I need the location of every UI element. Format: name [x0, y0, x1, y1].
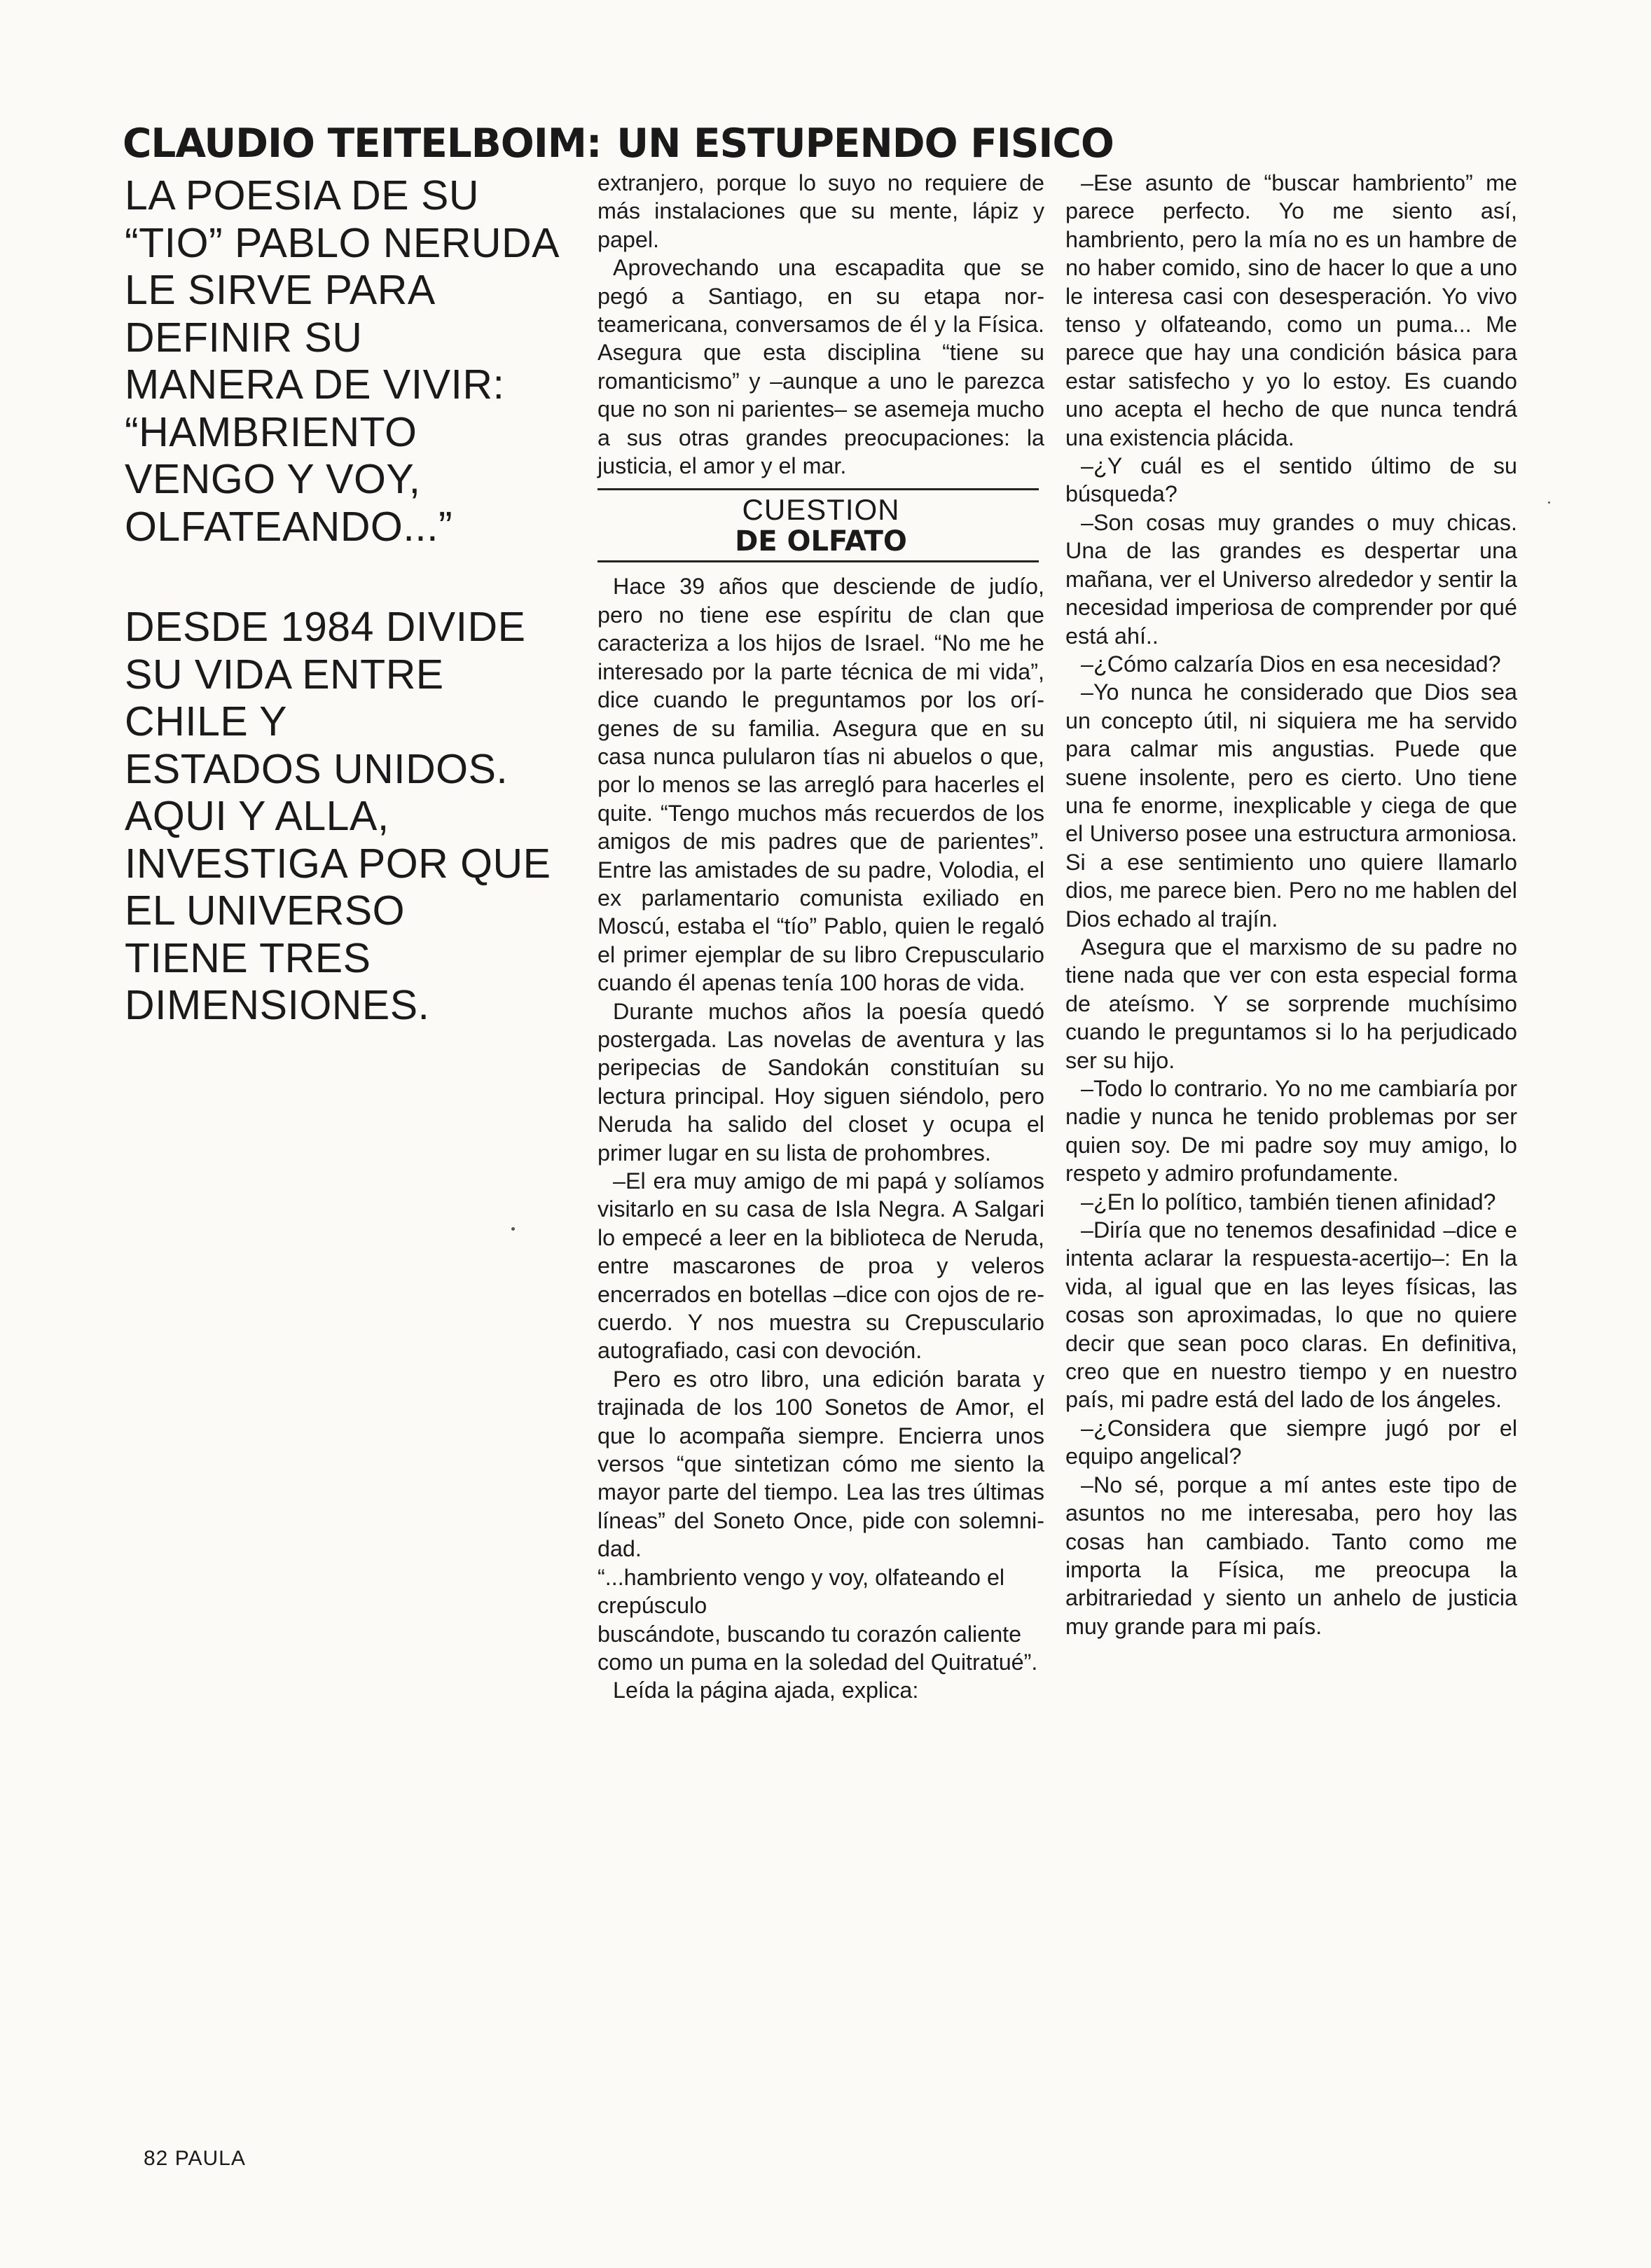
paragraph: –¿Considera que siempre jugó por el equipo angelical? [1065, 1415, 1517, 1470]
lede-line: EL UNIVERSO [125, 887, 406, 934]
lede-line: DIMENSIONES. [125, 982, 430, 1028]
lede-line: INVESTIGA POR QUE [125, 840, 551, 887]
paragraph: –Son cosas muy grandes o muy chicas. Una de las grandes es despertar una mañana, ver el Universo alrededor y sentir la necesidad imperiosa de comprender por qué está ahí.. [1065, 509, 1517, 649]
verse-line: “...hambriento vengo y voy, olfateando el crepúsculo [597, 1564, 1005, 1619]
lede-line: DEFINIR SU [125, 314, 363, 361]
paragraph: extranjero, porque lo suyo no requiere de más instalaciones que su mente, lápiz y papel. [597, 170, 1044, 252]
paragraph: Aprovechando una escapadita que se pegó a Santiago, en su etapa norteamericana, conversamos de él y la Física. Asegura que esta disciplina “tiene su romanticismo” y –aunque a uno le parezca que no son ni parientes– se asemeja mucho a sus otras grandes preocupaciones: la justicia, el amor y el mar. [597, 255, 1044, 479]
paragraph: –Yo nunca he considerado que Dios sea un concepto útil, ni siquiera me ha servido para calmar mis angustias. Puede que suene insolente, pero es cierto. Uno tiene una fe enorme, inexplicable y ciega de que el Universo posee una estructura armoniosa. Si a ese sentimiento uno quiere llamarlo dios, me parece bien. Pero no me hablen del Dios echado al trajín. [1065, 679, 1517, 932]
paragraph: Asegura que el marxismo de su padre no tiene nada que ver con esta especial forma de ateísmo. Y se sorprende muchísimo cuando le preguntamos si lo ha perjudicado ser su hijo. [1065, 934, 1517, 1073]
lede-block-universe [125, 604, 580, 1030]
lede-line: TIENE TRES [125, 934, 371, 981]
lede-line: AQUI Y ALLA, [125, 793, 389, 839]
lede-line: DESDE 1984 DIVIDE [125, 604, 526, 650]
lede-line: ESTADOS UNIDOS. [125, 745, 509, 792]
lede-line: LA POESIA DE SU [125, 172, 479, 219]
paragraph: Hace 39 años que desciende de judío, pero no tiene ese espíritu de clan que caracteriza a los hijos de Israel. “No me he interesado por la parte técnica de mi vida”, dice cuando le preguntamos por los orígenes de su familia. Asegura que en su casa nunca pulularon tías ni abuelos o que, por lo menos se las arregló para hacerles el quite. “Tengo muchos más recuerdos de los amigos de mis padres que de parientes”. Entre las amistades de su padre, Volodia, el ex parlamentario comunista exiliado en Moscú, estaba el “tío” Pablo, quien le regaló el primer ejemplar de su libro Crepusculario cuando él apenas tenía 100 horas de vida. [597, 574, 1044, 996]
article-column-1 [597, 169, 1044, 1705]
paragraph: –Diría que no tenemos desafinidad –dice e intenta aclarar la respuesta-acertijo–: En la vida, al igual que en las leyes físicas, las cosas son aproximadas, lo que no quiere decir que sean poco claras. En definitiva, creo que en nuestro tiempo y en nuestro país, mi padre está del lado de los ángeles. [1065, 1217, 1517, 1413]
paragraph: Pero es otro libro, una edición barata y trajinada de los 100 Sonetos de Amor, el que lo acompaña siempre. Encierra unos versos “que sintetizan cómo me siento la mayor parte del tiempo. Lea las tres últimas líneas” del Soneto Once, pide con solemnidad. [597, 1366, 1044, 1562]
lede-line: MANERA DE VIVIR: [125, 361, 505, 408]
headline [123, 120, 1114, 167]
article-column-2 [1065, 169, 1517, 1640]
paragraph: –¿Y cuál es el sentido último de su búsqueda? [1065, 453, 1517, 507]
paragraph: –El era muy amigo de mi papá y solíamos visitarlo en su casa de Isla Negra. A Salgari lo empecé a leer en la biblioteca de Neruda, entre mascarones de proa y veleros encerrados en botellas –dice con ojos de recuerdo. Y nos muestra su Crepusculario autografiado, casi con devoción. [597, 1168, 1044, 1364]
lede-line: LE SIRVE PARA [125, 267, 436, 313]
paragraph: Durante muchos años la poesía quedó postergada. Las novelas de aventura y las peripecias de Sandokán constituían su lectura principal. Hoy siguen siéndolo, pero Neruda ha salido del closet y ocupa el primer lugar en su lista de prohombres. [597, 998, 1044, 1166]
paragraph: –¿En lo político, también tienen afinidad? [1081, 1189, 1496, 1215]
page-folio: 82 PAULA [144, 2147, 246, 2170]
subhead-line-1: CUESTION [742, 493, 900, 527]
section-divider-top [597, 488, 1039, 490]
verse-line: buscándote, buscando tu corazón caliente [597, 1621, 1022, 1647]
paragraph: –¿Cómo calzaría Dios en esa necesidad? [1081, 651, 1501, 677]
paragraph: Leída la página ajada, explica: [613, 1678, 919, 1703]
paragraph: –Todo lo contrario. Yo no me cambiaría por nadie y nunca he tenido problemas por ser quien soy. De mi padre soy muy amigo, lo respeto y admiro profundamente. [1065, 1076, 1517, 1187]
headline-tagline: UN ESTUPENDO FISICO [616, 120, 1114, 167]
headline-name: CLAUDIO TEITELBOIM: [123, 120, 602, 167]
lede-line: VENGO Y VOY, [125, 456, 421, 502]
scan-speck [1548, 502, 1550, 504]
lede-line: OLFATEANDO...” [125, 503, 453, 550]
section-subhead [597, 495, 1044, 558]
paragraph: –No sé, porque a mí antes este tipo de asuntos no me interesaba, pero hoy las cosas han cambiado. Tanto como me importa la Física, me preocupa la arbitrariedad y siento un anhelo de justicia muy grande para mi país. [1065, 1472, 1517, 1639]
lede-line: “TIO” PABLO NERUDA [125, 219, 560, 266]
lede-line: “HAMBRIENTO [125, 408, 417, 455]
lede-block-poetry [125, 172, 580, 551]
scan-speck [511, 1227, 515, 1231]
verse-line: como un puma en la soledad del Quitratué”. [597, 1649, 1038, 1675]
subhead-line-2: DE OLFATO [735, 525, 907, 558]
lede-line: SU VIDA ENTRE [125, 651, 444, 698]
section-divider-bottom [597, 560, 1039, 562]
lede-line: CHILE Y [125, 698, 287, 745]
paragraph: –Ese asunto de “buscar hambriento” me parece perfecto. Yo me siento así, hambriento, pero la mía no es un hambre de no haber comido, sino de hacer lo que a uno le interesa casi con desesperación. Yo vivo tenso y olfateando, como un puma... Me parece que hay una condición básica para estar satisfecho y yo lo estoy. Es cuando uno acepta el hecho de que nunca tendrá una existencia plácida. [1065, 170, 1517, 450]
